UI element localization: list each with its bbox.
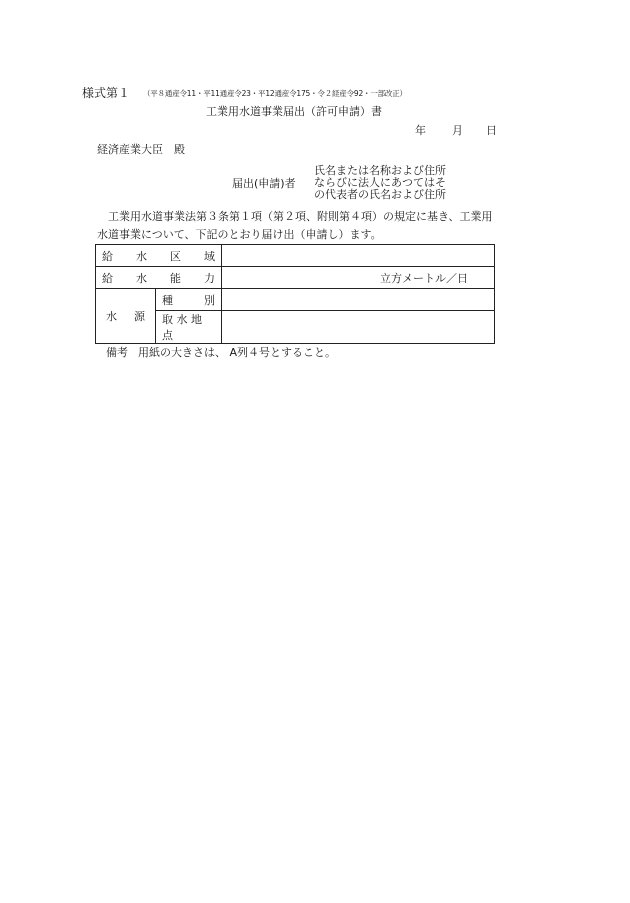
capacity-unit: 立方メートル／日 bbox=[380, 271, 468, 285]
source-kind-label bbox=[156, 289, 222, 311]
supply-capacity-label bbox=[96, 267, 222, 289]
body-text-line: 水道事業について、下記のとおり届け出（申請し）ます。 bbox=[97, 228, 382, 241]
date-day-label: 日 bbox=[486, 124, 497, 137]
note-label: 備考 bbox=[106, 346, 128, 359]
note bbox=[106, 344, 336, 360]
intake-point-label: 取 水 地 点 bbox=[156, 311, 222, 344]
table-row bbox=[96, 245, 495, 267]
amendment-history: （平８通産令11・平11通産令23・平12通産令175・令２経産令92・一部改正） bbox=[143, 89, 407, 98]
form-number: 様式第１ bbox=[82, 86, 131, 100]
label-char: 源 bbox=[134, 310, 145, 323]
source-kind-value[interactable] bbox=[222, 289, 495, 311]
date-year-label: 年 bbox=[415, 124, 426, 137]
note-text: 用紙の大きさは、 A列４号とすること。 bbox=[138, 346, 337, 359]
label-char: 給 bbox=[102, 249, 113, 263]
label-char: 水 bbox=[136, 271, 147, 285]
table-row bbox=[96, 289, 495, 311]
supply-area-label bbox=[96, 245, 222, 267]
label-char: 水 bbox=[136, 249, 147, 263]
table-row bbox=[96, 267, 495, 289]
label-char: 区 bbox=[170, 249, 181, 263]
water-source-label bbox=[96, 289, 156, 344]
application-table bbox=[95, 244, 495, 344]
label-char: 能 bbox=[170, 271, 181, 285]
supply-capacity-value[interactable] bbox=[222, 267, 495, 289]
date-month-label: 月 bbox=[452, 124, 463, 137]
applicant-line: の代表者の氏名および住所 bbox=[314, 188, 446, 201]
label-char: 別 bbox=[204, 293, 215, 307]
document-title: 工業用水道事業届出（許可申請）書 bbox=[206, 105, 382, 118]
applicant-line: ならびに法人にあつてはそ bbox=[314, 176, 446, 189]
label-char: 域 bbox=[204, 249, 215, 263]
addressee: 経済産業大臣 殿 bbox=[97, 143, 185, 156]
label-char: 種 bbox=[162, 293, 173, 307]
body-text-line: 工業用水道事業法第３条第１項（第２項、附則第４項）の規定に基き、工業用 bbox=[108, 210, 493, 223]
supply-area-value[interactable] bbox=[222, 245, 495, 267]
intake-point-value[interactable] bbox=[222, 311, 495, 344]
applicant-line: 氏名または名称および住所 bbox=[314, 164, 446, 177]
label-char: 水 bbox=[106, 310, 117, 323]
label-char: 力 bbox=[204, 271, 215, 285]
label-char: 給 bbox=[102, 271, 113, 285]
applicant-label: 届出(申請)者 bbox=[232, 177, 296, 190]
table-row bbox=[96, 311, 495, 344]
